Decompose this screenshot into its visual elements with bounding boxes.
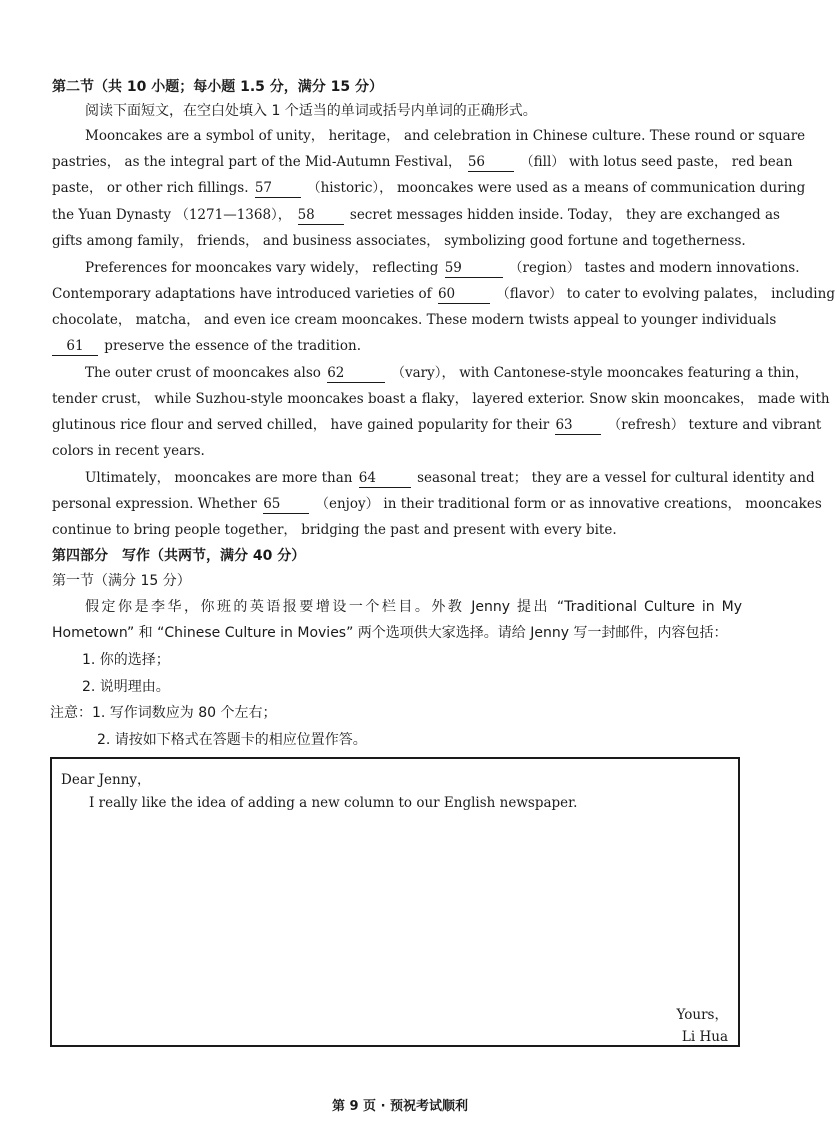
blank-61[interactable]: 61 <box>52 338 98 356</box>
page-footer: 第 9 页 · 预祝考试顺利 <box>331 1099 469 1114</box>
note-line: 注意：1. 写作词数应为 80 个左右； <box>50 705 277 721</box>
passage-line <box>52 152 793 172</box>
passage-text: （flavor） to cater to evolving palates， including <box>496 286 835 302</box>
passage-line <box>85 363 809 383</box>
passage-line: chocolate， matcha， and even ice cream mooncakes. These modern twists appeal to younger individuals <box>52 312 777 328</box>
blank-60[interactable]: 60 <box>438 286 490 304</box>
passage-text: Ultimately， mooncakes are more than <box>85 470 353 486</box>
passage-line <box>52 205 780 225</box>
passage-line <box>52 284 835 304</box>
passage-text: （fill） with lotus seed paste， red bean <box>520 154 793 170</box>
passage-text: personal expression. Whether <box>52 496 257 512</box>
passage-text: The outer crust of mooncakes also <box>85 365 321 381</box>
blank-64[interactable]: 64 <box>359 470 411 488</box>
passage-line <box>52 178 806 198</box>
blank-59[interactable]: 59 <box>445 260 503 278</box>
blank-58[interactable]: 58 <box>298 207 344 225</box>
passage-text: seasonal treat； they are a vessel for cultural identity and <box>417 470 815 486</box>
passage-line: Mooncakes are a symbol of unity， heritage， and celebration in Chinese culture. These round or square <box>85 128 806 144</box>
part4-subheading: 第一节（满分 15 分） <box>52 573 191 589</box>
passage-line <box>85 258 800 278</box>
passage-text: glutinous rice flour and served chilled， have gained popularity for their <box>52 417 550 433</box>
letter-opening: I really like the idea of adding a new column to our English newspaper. <box>89 795 578 811</box>
part4-heading: 第四部分 写作（共两节，满分 40 分） <box>52 548 306 564</box>
passage-text: （enjoy） in their traditional form or as innovative creations， mooncakes <box>315 496 822 512</box>
passage-text: （historic）， mooncakes were used as a means of communication during <box>307 180 806 196</box>
passage-line <box>52 336 361 356</box>
passage-line: continue to bring people together， bridging the past and present with every bite. <box>52 522 617 538</box>
blank-63[interactable]: 63 <box>555 417 601 435</box>
prompt-item: 2. 说明理由。 <box>82 679 170 695</box>
passage-line <box>52 494 822 514</box>
writing-prompt: Hometown” 和 “Chinese Culture in Movies” 两个选项供大家选择。请给 Jenny 写一封邮件，内容包括： <box>52 625 728 641</box>
passage-text: （region） tastes and modern innovations. <box>509 260 800 276</box>
passage-line: gifts among family， friends， and business associates， symbolizing good fortune and togetherness. <box>52 233 746 249</box>
passage-text: Contemporary adaptations have introduced varieties of <box>52 286 432 302</box>
prompt-item: 1. 你的选择； <box>82 652 170 668</box>
section-heading: 第二节（共 10 小题；每小题 1.5 分，满分 15 分） <box>52 79 384 95</box>
passage-text: secret messages hidden inside. Today， they are exchanged as <box>349 207 780 223</box>
passage-text: Preferences for mooncakes vary widely， reflecting <box>85 260 439 276</box>
passage-text: paste， or other rich fillings. <box>52 180 249 196</box>
letter-signature: Li Hua <box>681 1029 728 1045</box>
passage-line <box>52 415 822 435</box>
blank-57[interactable]: 57 <box>255 180 301 198</box>
blank-65[interactable]: 65 <box>263 496 309 514</box>
letter-closing: Yours， <box>676 1007 728 1023</box>
blank-62[interactable]: 62 <box>327 365 385 383</box>
passage-text: preserve the essence of the tradition. <box>104 338 361 354</box>
writing-prompt: 假定你是李华，你班的英语报要增设一个栏目。外教 Jenny 提出 “Traditional Culture in My <box>85 599 742 615</box>
note-line: 2. 请按如下格式在答题卡的相应位置作答。 <box>97 732 367 748</box>
letter-greeting: Dear Jenny， <box>61 772 151 788</box>
passage-line: tender crust， while Suzhou-style mooncakes boast a flaky， layered exterior. Snow skin mooncakes， made with <box>52 391 830 407</box>
passage-text: （refresh） texture and vibrant <box>607 417 822 433</box>
section-instruction: 阅读下面短文，在空白处填入 1 个适当的单词或括号内单词的正确形式。 <box>85 103 537 119</box>
passage-line <box>85 468 815 488</box>
passage-text: （vary）， with Cantonese-style mooncakes featuring a thin， <box>391 365 809 381</box>
passage-line: colors in recent years. <box>52 443 205 459</box>
blank-56[interactable]: 56 <box>468 154 514 172</box>
passage-text: the Yuan Dynasty （1271—1368）， <box>52 207 292 223</box>
answer-box[interactable] <box>50 757 740 1047</box>
passage-text: pastries， as the integral part of the Mid-Autumn Festival， <box>52 154 462 170</box>
